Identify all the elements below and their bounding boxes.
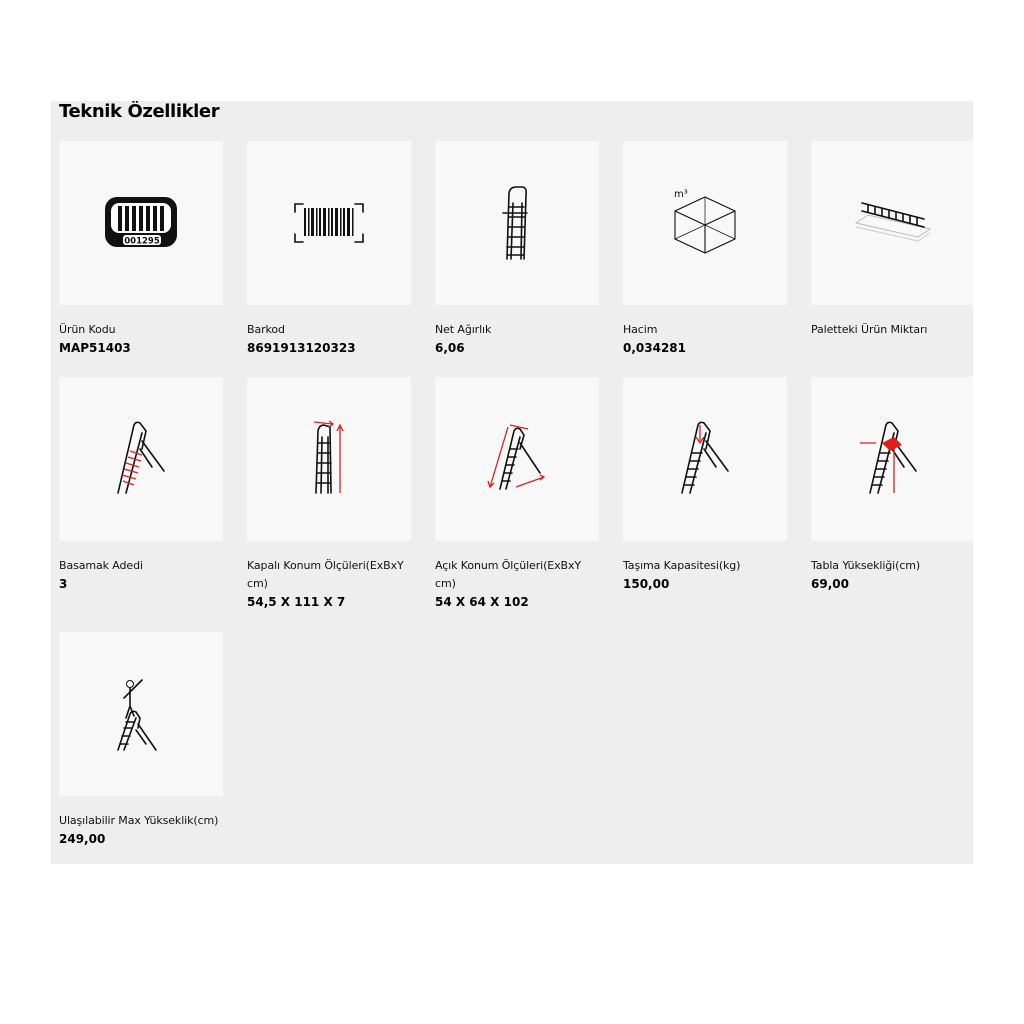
spec-value: 3 (59, 577, 68, 591)
spec-card (623, 377, 787, 541)
spec-card (59, 141, 223, 305)
ladder-steps-icon (106, 419, 176, 499)
barcode-icon (289, 198, 369, 248)
spec-label: Net Ağırlık (435, 323, 492, 336)
spec-card (59, 377, 223, 541)
spec-value: MAP51403 (59, 341, 131, 355)
spec-label: Ulaşılabilir Max Yükseklik(cm) (59, 814, 219, 827)
spec-value: 6,06 (435, 341, 465, 355)
ladder-open-dimensions-icon (482, 419, 552, 499)
spec-value: 54,5 X 111 X 7 (247, 595, 346, 609)
spec-item-volume (623, 141, 787, 357)
ladder-closed-dimensions-icon (304, 419, 354, 499)
spec-item-load-capacity (623, 377, 787, 593)
spec-item-step-count (59, 377, 223, 593)
spec-item-barcode (247, 141, 411, 357)
spec-value: 0,034281 (623, 341, 687, 355)
spec-label: Ürün Kodu (59, 323, 116, 336)
spec-item-net-weight (435, 141, 599, 357)
spec-item-product-code (59, 141, 223, 357)
spec-item-closed-dimensions (247, 377, 411, 611)
spec-card (435, 141, 599, 305)
ladder-capacity-icon (670, 419, 740, 499)
spec-value: 54 X 64 X 102 (435, 595, 529, 609)
spec-label: Hacim (623, 323, 658, 336)
product-code-icon (101, 193, 181, 253)
volume-unit-text: m³ (674, 189, 688, 200)
spec-value: 249,00 (59, 832, 106, 846)
spec-item-max-reach-height (59, 632, 223, 848)
technical-specs-panel (51, 101, 973, 864)
spec-value: 69,00 (811, 577, 849, 591)
spec-label: Tabla Yüksekliği(cm) (811, 559, 921, 572)
spec-card (811, 141, 973, 305)
spec-label: Barkod (247, 323, 285, 336)
ladder-weight-icon (497, 183, 537, 263)
spec-card (247, 377, 411, 541)
spec-card (247, 141, 411, 305)
spec-card (435, 377, 599, 541)
spec-label: Basamak Adedi (59, 559, 143, 572)
spec-label: Taşıma Kapasitesi(kg) (623, 559, 741, 572)
section-title: Teknik Özellikler (59, 101, 220, 122)
spec-card (623, 141, 787, 305)
spec-item-pallet-quantity (811, 141, 973, 339)
spec-label: Açık Konum Ölçüleri(ExBxY cm) (435, 559, 582, 590)
ladder-reach-height-icon (106, 674, 176, 754)
pallet-ladder-icon (848, 193, 938, 253)
spec-label: Paletteki Ürün Miktarı (811, 323, 928, 336)
spec-label: Kapalı Konum Ölçüleri(ExBxY cm) (247, 559, 404, 590)
spec-item-open-dimensions (435, 377, 599, 611)
spec-value: 150,00 (623, 577, 670, 591)
product-code-icon-text: 001295 (124, 236, 160, 247)
ladder-platform-height-icon (858, 419, 928, 499)
spec-item-platform-height (811, 377, 973, 593)
spec-value: 8691913120323 (247, 341, 356, 355)
volume-cube-icon (665, 183, 745, 263)
spec-card (811, 377, 973, 541)
spec-card (59, 632, 223, 796)
